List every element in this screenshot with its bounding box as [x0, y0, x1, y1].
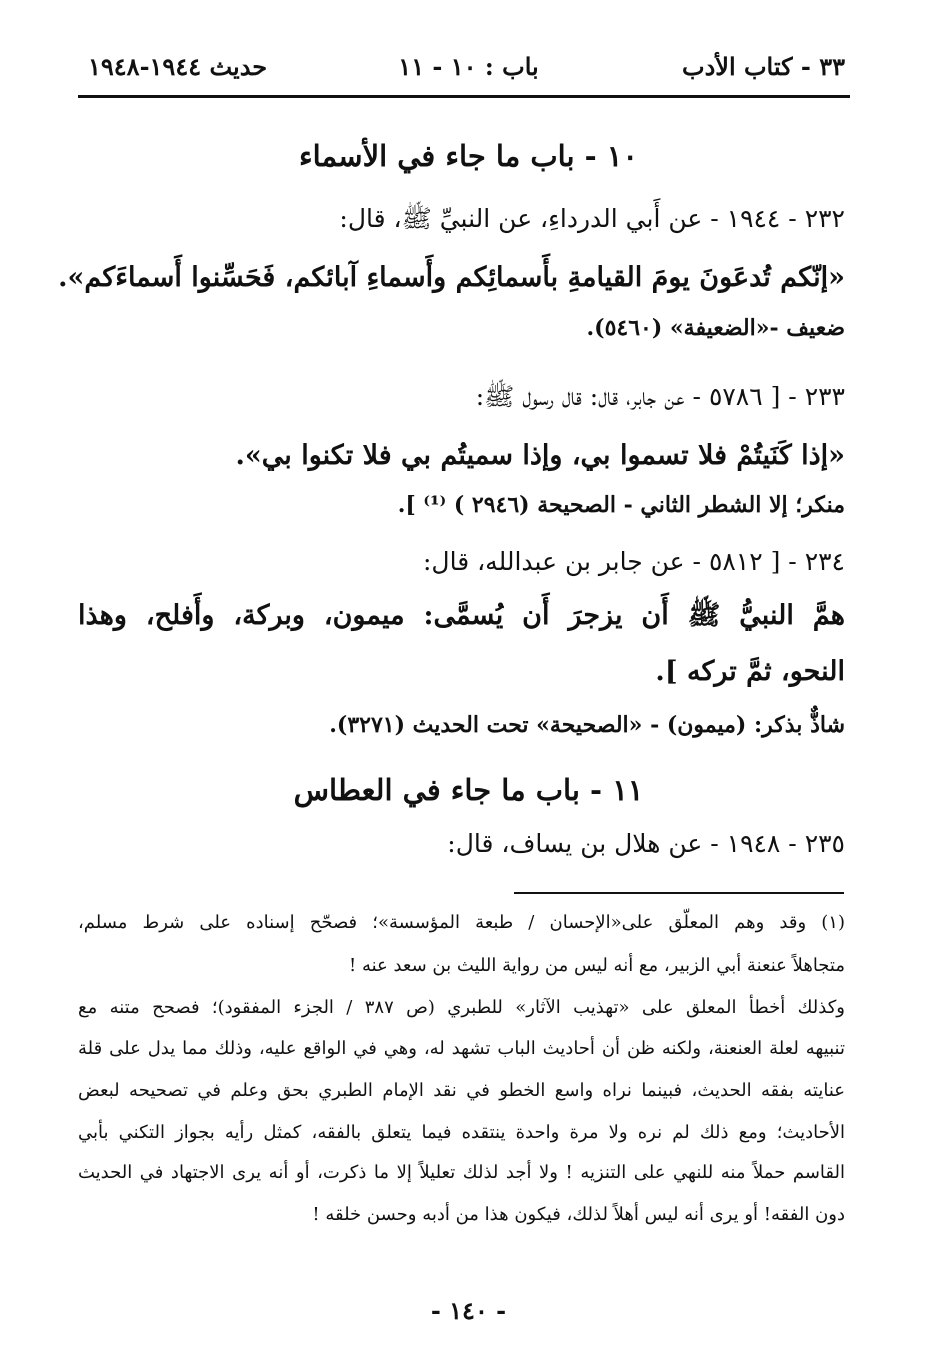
hadith-text: «إذا كَنَيتُمْ فلا تسموا بي، وإذا سميتُم بي فلا تكنوا بي».: [235, 440, 845, 471]
footnote-line: عنايته بفقه الحديث، فبينما نراه واسع الخطو في نقد الإمام الطبري بحق وعلم في تصحيحه لبعض: [78, 1080, 845, 1101]
hadith-text: همَّ النبيُّ ﷺ أَن يزجرَ أَن يُسمَّى: ميمون، وبركة، وأَفلح، وهذا: [78, 600, 845, 631]
hadith-heading: ٢٣٣ - [ ٥٧٨٦ - عن جابر، قال: قال رسول ﷺ:: [475, 382, 845, 411]
chapter-heading: ١٠ - باب ما جاء في الأسماء: [299, 139, 638, 173]
hadith-grade: منكر؛ إلا الشطر الثاني - الصحيحة (٢٩٤٦ ) ⁽¹⁾ ].: [397, 492, 845, 518]
hadith-grade: شاذٌّ بذكر: (ميمون) - «الصحيحة» تحت الحديث (٣٢٧١).: [329, 712, 845, 738]
footnote-line: تنبيهه لعلة العنعنة، ولكنه ظن أن أحاديث الباب تشهد له، وهي في الواقع عليه، وذلك مما يدل على قلة: [78, 1038, 845, 1059]
hadith-text: «إنّكم تُدعَونَ يومَ القيامةِ بأَسمائِكم وأَسماءِ آبائكم، فَحَسِّنوا أَسماءَكم».: [58, 262, 845, 293]
footnote-line: الأحاديث؛ ومع ذلك لم نره ولا مرة واحدة ينتقده فيما يتعلق بالفقه، كمثل رأيه بجواز التكني بأبي: [78, 1122, 845, 1143]
chapter-heading: ١١ - باب ما جاء في العطاس: [293, 773, 644, 807]
footnote-line: (١) وقد وهم المعلّق على«الإحسان / طبعة المؤسسة»؛ فصحّح إسناده على شرط مسلم،: [78, 912, 845, 933]
footnote-line: القاسم حملاً منه للنهي على التنزيه ! ولا أجد لذلك تعليلاً إلا ما ذكرت، أو أنه يرى الاجتهاد في الحديث: [78, 1162, 845, 1183]
header-hadith-range: حديث ١٩٤٤-١٩٤٨: [88, 52, 268, 81]
hadith-heading: ٢٣٥ - ١٩٤٨ - عن هلال بن يساف، قال:: [447, 829, 845, 858]
page-number: - ١٤٠ -: [430, 1296, 507, 1325]
footnote-line: دون الفقه! أو يرى أنه ليس أهلاً لذلك، فيكون هذا من أدبه وحسن خلقه !: [312, 1204, 845, 1225]
header-book-title: ٣٣ - كتاب الأدب: [681, 52, 845, 81]
header-chapter-range: باب : ١٠ - ١١: [398, 52, 539, 81]
hadith-grade: ضعيف -«الضعيفة» (٥٤٦٠).: [586, 315, 845, 341]
footnote-line: وكذلك أخطأ المعلق على «تهذيب الآثار» للطبري (ص ٣٨٧ / الجزء المفقود)؛ فصحح متنه مع: [78, 997, 845, 1018]
footnote-rule: [514, 892, 844, 894]
hadith-heading: ٢٣٤ - [ ٥٨١٢ - عن جابر بن عبدالله، قال:: [423, 547, 845, 576]
footnote-line: متجاهلاً عنعنة أبي الزبير، مع أنه ليس من رواية الليث بن سعد عنه !: [348, 955, 845, 976]
hadith-heading: ٢٣٢ - ١٩٤٤ - عن أَبي الدرداءِ، عن النبيِّ ﷺ، قال:: [339, 204, 845, 233]
hadith-text: النحو، ثمَّ تركه ].: [655, 656, 845, 687]
header-rule: [78, 95, 850, 98]
